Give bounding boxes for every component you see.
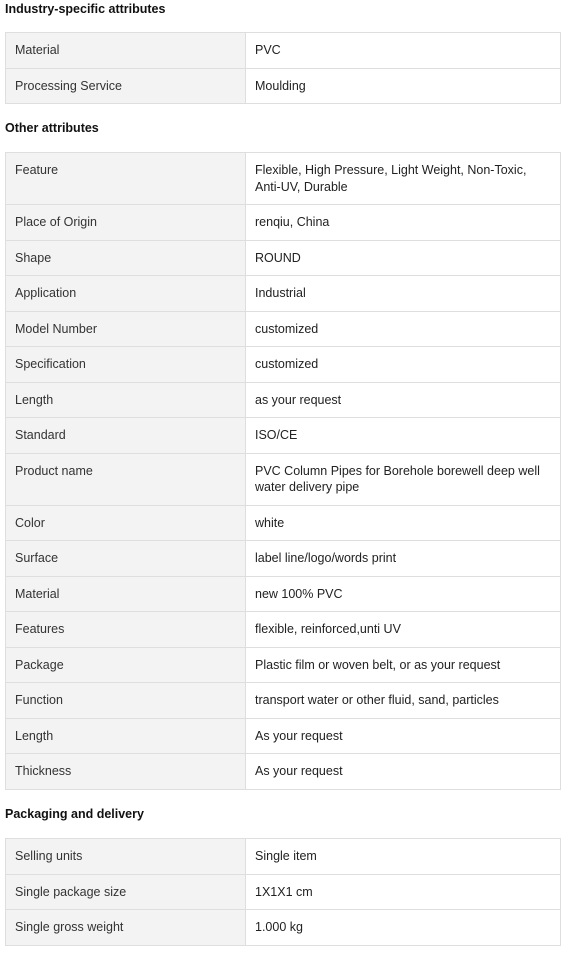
table-row	[6, 683, 561, 719]
attribute-value: new 100% PVC	[246, 576, 561, 612]
attribute-value: as your request	[246, 382, 561, 418]
attribute-value: flexible, reinforced,unti UV	[246, 612, 561, 648]
attribute-key: Single gross weight	[6, 910, 246, 946]
attribute-value: white	[246, 505, 561, 541]
table-row	[6, 33, 561, 69]
attribute-value: Plastic film or woven belt, or as your request	[246, 647, 561, 683]
attribute-value: Flexible, High Pressure, Light Weight, Non-Toxic, Anti-UV, Durable	[246, 153, 561, 205]
attribute-value: transport water or other fluid, sand, particles	[246, 683, 561, 719]
section-title-packaging: Packaging and delivery	[5, 807, 144, 821]
table-row	[6, 276, 561, 312]
attribute-key: Standard	[6, 418, 246, 454]
other-attributes-table	[5, 152, 561, 790]
attribute-value: 1X1X1 cm	[246, 874, 561, 910]
packaging-attributes-table	[5, 838, 561, 946]
attribute-key: Thickness	[6, 754, 246, 790]
attribute-key: Model Number	[6, 311, 246, 347]
attribute-value: ROUND	[246, 240, 561, 276]
attribute-key: Features	[6, 612, 246, 648]
attribute-key: Shape	[6, 240, 246, 276]
section-title-other: Other attributes	[5, 121, 99, 135]
table-row	[6, 754, 561, 790]
attribute-value: Moulding	[246, 68, 561, 104]
table-row	[6, 205, 561, 241]
table-row	[6, 240, 561, 276]
table-row	[6, 382, 561, 418]
attribute-key: Selling units	[6, 839, 246, 875]
table-row	[6, 418, 561, 454]
table-row	[6, 647, 561, 683]
attribute-value: Single item	[246, 839, 561, 875]
attribute-value: renqiu, China	[246, 205, 561, 241]
attribute-key: Product name	[6, 453, 246, 505]
attribute-key: Application	[6, 276, 246, 312]
table-row	[6, 153, 561, 205]
table-row	[6, 453, 561, 505]
attribute-value: PVC Column Pipes for Borehole borewell deep well water delivery pipe	[246, 453, 561, 505]
attribute-key: Function	[6, 683, 246, 719]
attribute-value: ISO/CE	[246, 418, 561, 454]
table-row	[6, 576, 561, 612]
attribute-value: As your request	[246, 718, 561, 754]
table-row	[6, 910, 561, 946]
table-row	[6, 612, 561, 648]
attribute-value: PVC	[246, 33, 561, 69]
table-row	[6, 505, 561, 541]
attribute-key: Color	[6, 505, 246, 541]
attribute-key: Material	[6, 576, 246, 612]
attribute-value: customized	[246, 347, 561, 383]
attribute-key: Length	[6, 382, 246, 418]
attribute-value: label line/logo/words print	[246, 541, 561, 577]
table-row	[6, 347, 561, 383]
industry-attributes-table	[5, 32, 561, 104]
attribute-key: Processing Service	[6, 68, 246, 104]
table-row	[6, 541, 561, 577]
table-row	[6, 718, 561, 754]
table-row	[6, 311, 561, 347]
attribute-key: Place of Origin	[6, 205, 246, 241]
attribute-key: Length	[6, 718, 246, 754]
attribute-key: Single package size	[6, 874, 246, 910]
attribute-key: Feature	[6, 153, 246, 205]
table-row	[6, 839, 561, 875]
section-title-industry: Industry-specific attributes	[5, 2, 166, 16]
attribute-key: Package	[6, 647, 246, 683]
attribute-value: 1.000 kg	[246, 910, 561, 946]
attribute-key: Surface	[6, 541, 246, 577]
table-row	[6, 68, 561, 104]
attribute-value: As your request	[246, 754, 561, 790]
attribute-key: Specification	[6, 347, 246, 383]
attribute-value: Industrial	[246, 276, 561, 312]
attribute-key: Material	[6, 33, 246, 69]
table-row	[6, 874, 561, 910]
attribute-value: customized	[246, 311, 561, 347]
